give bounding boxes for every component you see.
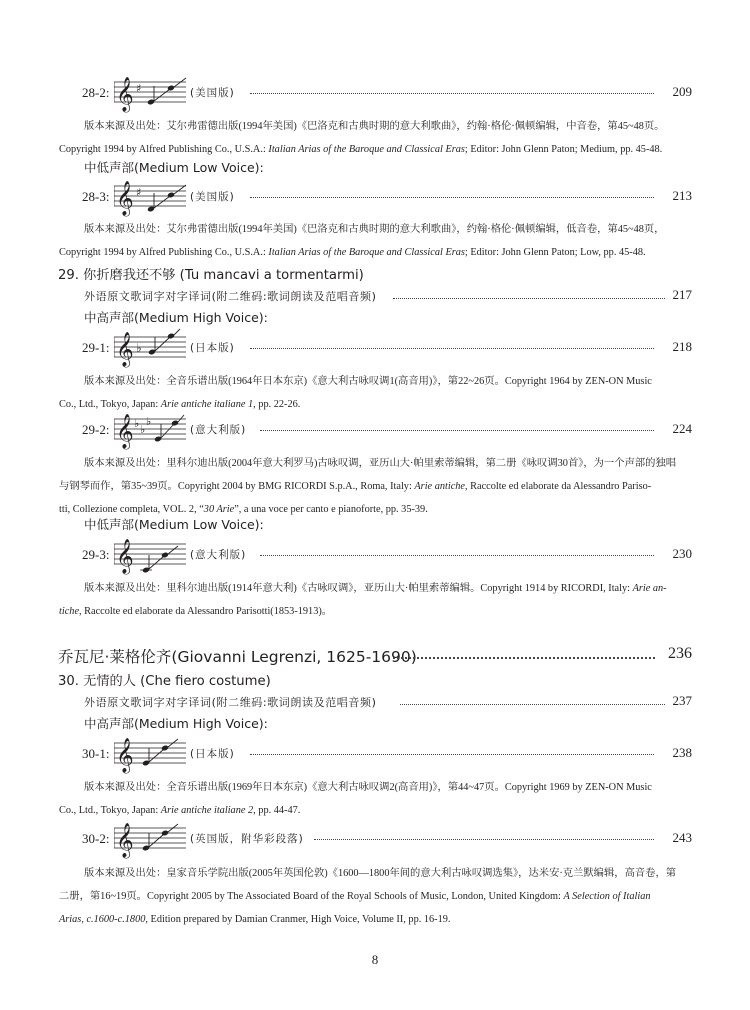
source-line: 版本来源及出处：皇家音乐学院出版(2005年英国伦敦)《1600—1800年间的意大利古咏叹调选集》，达米安·克兰默编辑，高音卷，第: [84, 868, 677, 879]
svg-text:𝄞: 𝄞: [116, 539, 134, 574]
page-ref: 230: [672, 546, 692, 561]
source-note: [59, 115, 692, 155]
source-line: 版本来源及出处：全音乐谱出版(1969年日本东京)《意大利古咏叹调2(高音用)》，第44~47页。Copyright 1969 by ZEN-ON Music: [84, 782, 652, 793]
music-incipit-icon: [114, 733, 190, 775]
toc-entry-30-2[interactable]: [82, 818, 692, 860]
source-line: 二册，第16~19页。Copyright 2005 by The Associated Board of the Royal Schools of Music, London, United Kingdom: A Selection of Italian: [59, 891, 651, 902]
toc-entry-29-3[interactable]: [82, 534, 692, 576]
translation-entry[interactable]: [84, 694, 377, 710]
entry-code: 28-2:: [82, 85, 110, 100]
voice-heading: 中高声部(Medium High Voice):: [84, 716, 268, 731]
entry-code: 30-2:: [82, 831, 110, 846]
svg-text:♭: ♭: [136, 341, 142, 355]
toc-entry-28-3[interactable]: [82, 176, 692, 218]
page-ref: 238: [672, 745, 692, 760]
composer-heading[interactable]: 乔瓦尼·莱格伦齐(Giovanni Legrenzi, 1625-1690): [58, 648, 417, 666]
source-note: [59, 370, 692, 410]
source-line: 版本来源及出处：全音乐谱出版(1964年日本东京)《意大利古咏叹调1(高音用)》，第22~26页。Copyright 1964 by ZEN-ON Music: [84, 376, 652, 387]
music-incipit-icon: [114, 327, 190, 369]
source-line: Co., Ltd., Tokyo, Japan: Arie antiche italiane 2, pp. 44-47.: [59, 805, 301, 816]
page-number: 8: [371, 952, 379, 967]
source-line: tiche, Raccolte ed elaborate da Alessandro Parisotti(1853-1913)。: [59, 606, 333, 617]
source-line: 版本来源及出处：艾尔弗雷德出版(1994年美国)《巴洛克和古典时期的意大利歌曲》，约翰·格伦·佩顿编辑，低音卷，第45~48页，: [84, 224, 665, 235]
edition-label: (英国版，附华彩段落): [190, 833, 304, 845]
leader-dots: [260, 555, 654, 556]
page-ref: 236: [668, 645, 692, 662]
leader-dots: [250, 348, 654, 349]
leader-dots: [393, 657, 655, 659]
svg-text:♭: ♭: [140, 423, 146, 436]
source-note: [59, 577, 692, 617]
song-title-29: 29. 你折磨我还不够 (Tu mancavi a tormentarmi): [58, 268, 364, 283]
source-line: Copyright 1994 by Alfred Publishing Co., U.S.A.: Italian Arias of the Baroque and Classical Eras; Editor: John Glenn Paton; Medium, pp. 45-48.: [59, 144, 663, 155]
entry-code: 30-1:: [82, 746, 110, 761]
edition-label: (美国版): [190, 191, 235, 203]
page-ref: 224: [672, 421, 692, 436]
svg-text:𝄞: 𝄞: [116, 414, 134, 449]
svg-text:♭: ♭: [146, 415, 152, 428]
page-ref: 217: [672, 287, 692, 302]
leader-dots: [393, 298, 665, 299]
source-line: Arias, c.1600-c.1800, Edition prepared by Damian Cranmer, High Voice, Volume II, pp. 16-19.: [59, 914, 451, 925]
toc-entry-29-2[interactable]: [82, 409, 692, 451]
music-incipit-icon: [114, 176, 190, 218]
voice-heading: 中低声部(Medium Low Voice):: [84, 517, 264, 532]
svg-text:𝄞: 𝄞: [116, 823, 134, 858]
entry-code: 28-3:: [82, 189, 110, 204]
song-title-30: 30. 无情的人 (Che fiero costume): [58, 674, 271, 689]
music-incipit-icon: [114, 818, 190, 860]
page-ref: 213: [672, 188, 692, 203]
edition-label: (日本版): [190, 342, 235, 354]
entry-code: 29-2:: [82, 422, 110, 437]
source-note: [59, 452, 692, 521]
edition-label: (意大利版): [190, 549, 247, 561]
svg-text:𝄞: 𝄞: [116, 332, 134, 367]
translation-label: 外语原文歌词字对字译词(附二维码:歌词朗读及范唱音频): [84, 696, 377, 709]
source-line: 与钢琴而作，第35~39页。Copyright 2004 by BMG RICORDI S.p.A., Roma, Italy: Arie antiche, Raccolte ed elaborate da Alessandro Pariso-: [59, 481, 652, 492]
source-line: 版本来源及出处：里科尔迪出版(2004年意大利罗马)古咏叹调，亚历山大·帕里索蒂编辑，第二册《咏叹调30首》，为一个声部的独唱: [84, 458, 677, 469]
leader-dots: [250, 754, 654, 755]
svg-text:♯: ♯: [136, 186, 142, 199]
music-incipit-icon: [114, 409, 190, 451]
svg-text:♭: ♭: [134, 417, 140, 430]
leader-dots: [250, 93, 654, 94]
edition-label: (意大利版): [190, 424, 247, 436]
toc-entry-29-1[interactable]: [82, 327, 692, 369]
page-ref: 243: [672, 830, 692, 845]
entry-code: 29-1:: [82, 340, 110, 355]
leader-dots: [260, 430, 654, 431]
translation-label: 外语原文歌词字对字译词(附二维码:歌词朗读及范唱音频): [84, 290, 377, 303]
source-note: [59, 776, 692, 816]
svg-text:𝄞: 𝄞: [116, 738, 134, 773]
page-ref: 218: [672, 339, 692, 354]
source-note: [59, 862, 692, 931]
translation-entry[interactable]: [84, 288, 377, 304]
source-note: [59, 218, 692, 258]
music-incipit-icon: [114, 534, 190, 576]
toc-entry-30-1[interactable]: [82, 733, 692, 775]
music-incipit-icon: [114, 72, 190, 114]
edition-label: (美国版): [190, 87, 235, 99]
source-line: 版本来源及出处：里科尔迪出版(1914年意大利)《古咏叹调》，亚历山大·帕里索蒂编辑。Copyright 1914 by RICORDI, Italy: Arie an-: [84, 583, 667, 594]
svg-text:♯: ♯: [136, 82, 142, 95]
voice-heading: 中高声部(Medium High Voice):: [84, 310, 268, 325]
source-line: Copyright 1994 by Alfred Publishing Co., U.S.A.: Italian Arias of the Baroque and Classical Eras; Editor: John Glenn Paton; Low, pp. 45-48.: [59, 247, 646, 258]
entry-code: 29-3:: [82, 547, 110, 562]
leader-dots: [250, 197, 654, 198]
source-line: tti, Collezione completa, VOL. 2, “30 Arie”, a una voce per canto e pianoforte, pp. 35-39.: [59, 504, 428, 515]
toc-entry-28-2[interactable]: [82, 72, 692, 114]
edition-label: (日本版): [190, 748, 235, 760]
source-line: Co., Ltd., Tokyo, Japan: Arie antiche italiane 1, pp. 22-26.: [59, 399, 301, 410]
voice-heading: 中低声部(Medium Low Voice):: [84, 160, 264, 175]
svg-text:𝄞: 𝄞: [116, 181, 134, 216]
page-ref: 209: [672, 84, 692, 99]
page-ref: 237: [672, 693, 692, 708]
leader-dots: [400, 704, 665, 705]
svg-text:𝄞: 𝄞: [116, 77, 134, 112]
leader-dots: [314, 839, 654, 840]
source-line: 版本来源及出处：艾尔弗雷德出版(1994年美国)《巴洛克和古典时期的意大利歌曲》，约翰·格伦·佩顿编辑，中音卷，第45~48页。: [84, 121, 665, 132]
